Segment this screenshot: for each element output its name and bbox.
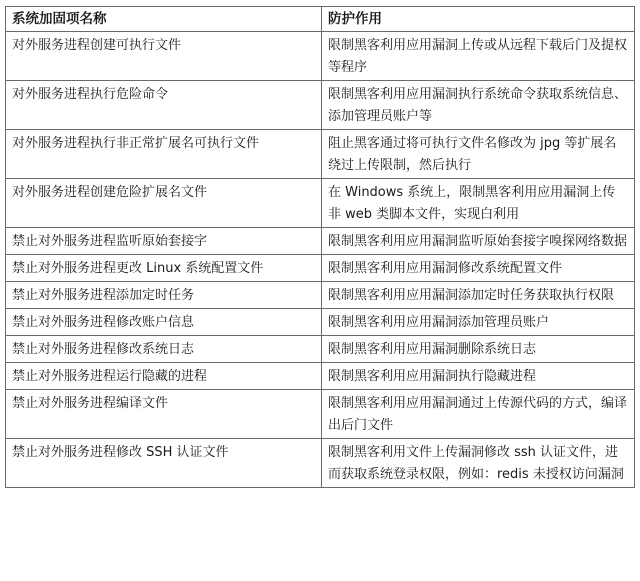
cell-item-name: 禁止对外服务进程编译文件 xyxy=(6,390,322,439)
table-row xyxy=(6,363,635,390)
cell-item-name: 禁止对外服务进程运行隐藏的进程 xyxy=(6,363,322,390)
cell-item-name: 对外服务进程创建危险扩展名文件 xyxy=(6,179,322,228)
cell-item-name: 禁止对外服务进程修改 SSH 认证文件 xyxy=(6,439,322,488)
table-row xyxy=(6,32,635,81)
table-header-row xyxy=(6,7,635,32)
table-row xyxy=(6,439,635,488)
cell-item-name: 对外服务进程执行非正常扩展名可执行文件 xyxy=(6,130,322,179)
table-row xyxy=(6,130,635,179)
cell-protection: 限制黑客利用文件上传漏洞修改 ssh 认证文件，进而获取系统登录权限，例如：redis 未授权访问漏洞 xyxy=(322,439,635,488)
cell-protection: 阻止黑客通过将可执行文件名修改为 jpg 等扩展名绕过上传限制，然后执行 xyxy=(322,130,635,179)
table-row xyxy=(6,228,635,255)
cell-item-name: 对外服务进程执行危险命令 xyxy=(6,81,322,130)
table-row xyxy=(6,390,635,439)
table-row xyxy=(6,282,635,309)
cell-item-name: 禁止对外服务进程修改系统日志 xyxy=(6,336,322,363)
cell-protection: 限制黑客利用应用漏洞上传或从远程下载后门及提权等程序 xyxy=(322,32,635,81)
hardening-table-container xyxy=(5,6,634,488)
cell-item-name: 禁止对外服务进程添加定时任务 xyxy=(6,282,322,309)
hardening-table xyxy=(5,6,635,488)
cell-protection: 限制黑客利用应用漏洞删除系统日志 xyxy=(322,336,635,363)
cell-protection: 限制黑客利用应用漏洞执行系统命令获取系统信息、添加管理员账户等 xyxy=(322,81,635,130)
cell-item-name: 禁止对外服务进程修改账户信息 xyxy=(6,309,322,336)
cell-protection: 在 Windows 系统上，限制黑客利用应用漏洞上传非 web 类脚本文件，实现白利用 xyxy=(322,179,635,228)
header-protection: 防护作用 xyxy=(322,7,635,32)
cell-protection: 限制黑客利用应用漏洞修改系统配置文件 xyxy=(322,255,635,282)
table-row xyxy=(6,336,635,363)
cell-protection: 限制黑客利用应用漏洞执行隐藏进程 xyxy=(322,363,635,390)
cell-item-name: 禁止对外服务进程监听原始套接字 xyxy=(6,228,322,255)
cell-protection: 限制黑客利用应用漏洞通过上传源代码的方式，编译出后门文件 xyxy=(322,390,635,439)
cell-item-name: 禁止对外服务进程更改 Linux 系统配置文件 xyxy=(6,255,322,282)
cell-protection: 限制黑客利用应用漏洞监听原始套接字嗅探网络数据 xyxy=(322,228,635,255)
table-row xyxy=(6,179,635,228)
table-row xyxy=(6,309,635,336)
cell-protection: 限制黑客利用应用漏洞添加管理员账户 xyxy=(322,309,635,336)
cell-protection: 限制黑客利用应用漏洞添加定时任务获取执行权限 xyxy=(322,282,635,309)
cell-item-name: 对外服务进程创建可执行文件 xyxy=(6,32,322,81)
header-item-name: 系统加固项名称 xyxy=(6,7,322,32)
table-row xyxy=(6,81,635,130)
table-row xyxy=(6,255,635,282)
